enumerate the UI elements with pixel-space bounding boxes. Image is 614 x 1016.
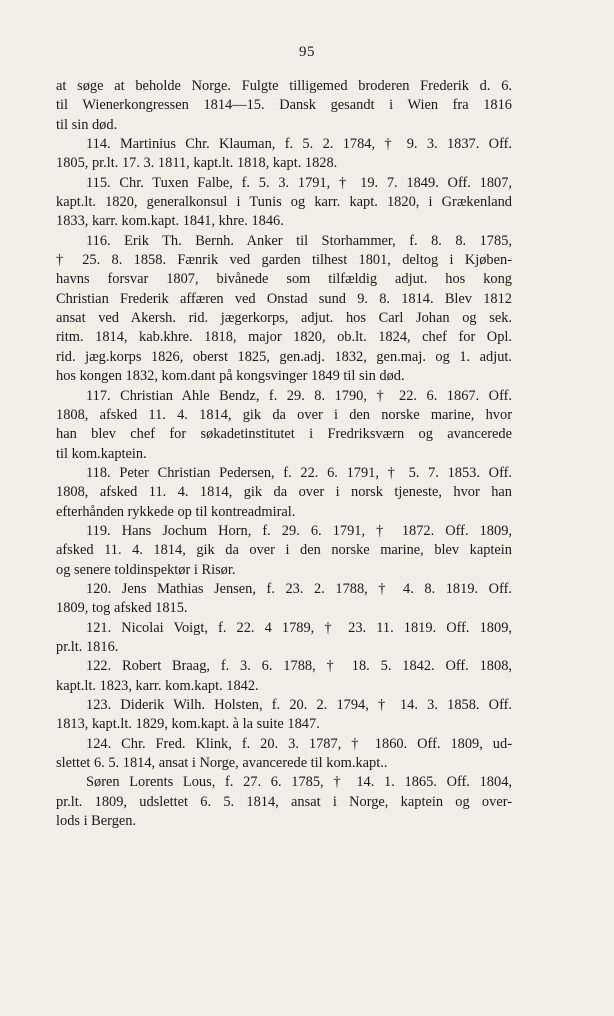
text-line: rid. jæg.korps 1826, oberst 1825, gen.adj. 1832, gen.maj. og 1. adjut. xyxy=(56,348,512,365)
text-line: 122. Robert Braag, f. 3. 6. 1788, † 18. 5. 1842. Off. 1808, xyxy=(86,658,512,675)
page-number: 95 xyxy=(299,44,315,60)
text-line: Christian Frederik affæren ved Onstad sund 9. 8. 1814. Blev 1812 xyxy=(56,290,512,307)
text-line: hos kongen 1832, kom.dant på kongsvinger 1849 til sin død. xyxy=(56,368,405,385)
text-line: slettet 6. 5. 1814, ansat i Norge, avancerede til kom.kapt.. xyxy=(56,755,388,772)
text-line: 121. Nicolai Voigt, f. 22. 4 1789, † 23. 11. 1819. Off. 1809, xyxy=(86,619,512,636)
text-line: 119. Hans Jochum Horn, f. 29. 6. 1791, † 1872. Off. 1809, xyxy=(86,522,512,539)
text-line: kapt.lt. 1823, karr. kom.kapt. 1842. xyxy=(56,677,259,694)
text-line: Søren Lorents Lous, f. 27. 6. 1785, † 14. 1. 1865. Off. 1804, xyxy=(86,774,512,791)
text-line: 117. Christian Ahle Bendz, f. 29. 8. 1790, † 22. 6. 1867. Off. xyxy=(86,387,512,404)
text-line: 124. Chr. Fred. Klink, f. 20. 3. 1787, † 1860. Off. 1809, ud- xyxy=(86,735,512,752)
text-line: 1805, pr.lt. 17. 3. 1811, kapt.lt. 1818, kapt. 1828. xyxy=(56,155,338,172)
text-line: 1808, afsked 11. 4. 1814, gik da over i den norske marine, hvor xyxy=(56,406,512,423)
text-line: at søge at beholde Norge. Fulgte tilligemed broderen Frederik d. 6. xyxy=(56,78,512,94)
text-line: 1809, tog afsked 1815. xyxy=(56,600,188,617)
text-line: 1833, karr. kom.kapt. 1841, khre. 1846. xyxy=(56,213,284,230)
text-line: havns forsvar 1807, bivånede som tilfældig adjut. hos kong xyxy=(56,271,512,288)
text-line: og senere toldinspektør i Risør. xyxy=(56,561,236,578)
text-line: 115. Chr. Tuxen Falbe, f. 5. 3. 1791, † 19. 7. 1849. Off. 1807, xyxy=(86,174,512,191)
text-line: til sin død. xyxy=(56,116,118,133)
text-line: 118. Peter Christian Pedersen, f. 22. 6. 1791, † 5. 7. 1853. Off. xyxy=(86,464,512,481)
text-line: 123. Diderik Wilh. Holsten, f. 20. 2. 1794, † 14. 3. 1858. Off. xyxy=(86,697,512,713)
text-line: til kom.kaptein. xyxy=(56,445,147,462)
text-line: 114. Martinius Chr. Klauman, f. 5. 2. 1784, † 9. 3. 1837. Off. xyxy=(86,136,512,153)
text-line: efterhånden rykkede op til kontreadmiral. xyxy=(56,503,296,520)
text-line: † 25. 8. 1858. Fænrik ved garden tilhest 1801, deltog i Kjøben- xyxy=(56,252,512,269)
text-line: 1808, afsked 11. 4. 1814, gik da over i norsk tjeneste, hvor han xyxy=(56,484,512,501)
text-line: til Wienerkongressen 1814—15. Dansk gesandt i Wien fra 1816 xyxy=(56,97,512,114)
text-line: kapt.lt. 1820, generalkonsul i Tunis og karr. kapt. 1820, i Grækenland xyxy=(56,194,512,211)
text-line: 1813, kapt.lt. 1829, kom.kapt. à la suite 1847. xyxy=(56,716,320,733)
text-line: ritm. 1814, kab.khre. 1818, major 1820, ob.lt. 1824, chef for Opl. xyxy=(56,329,512,346)
text-line: ansat ved Akersh. rid. jægerkorps, adjut. hos Carl Johan og sek. xyxy=(56,310,512,327)
text-line: pr.lt. 1809, udslettet 6. 5. 1814, ansat i Norge, kaptein og over- xyxy=(56,793,512,810)
body-text xyxy=(56,77,512,831)
text-line: han blev chef for søkadetinstitutet i Fredriksværn og avancerede xyxy=(56,426,512,443)
text-line: lods i Bergen. xyxy=(56,813,137,830)
text-line: 120. Jens Mathias Jensen, f. 23. 2. 1788, † 4. 8. 1819. Off. xyxy=(86,580,512,597)
text-line: 116. Erik Th. Bernh. Anker til Storhammer, f. 8. 8. 1785, xyxy=(86,232,512,249)
text-line: afsked 11. 4. 1814, gik da over i den norske marine, blev kaptein xyxy=(56,542,512,559)
text-line: pr.lt. 1816. xyxy=(56,638,119,655)
